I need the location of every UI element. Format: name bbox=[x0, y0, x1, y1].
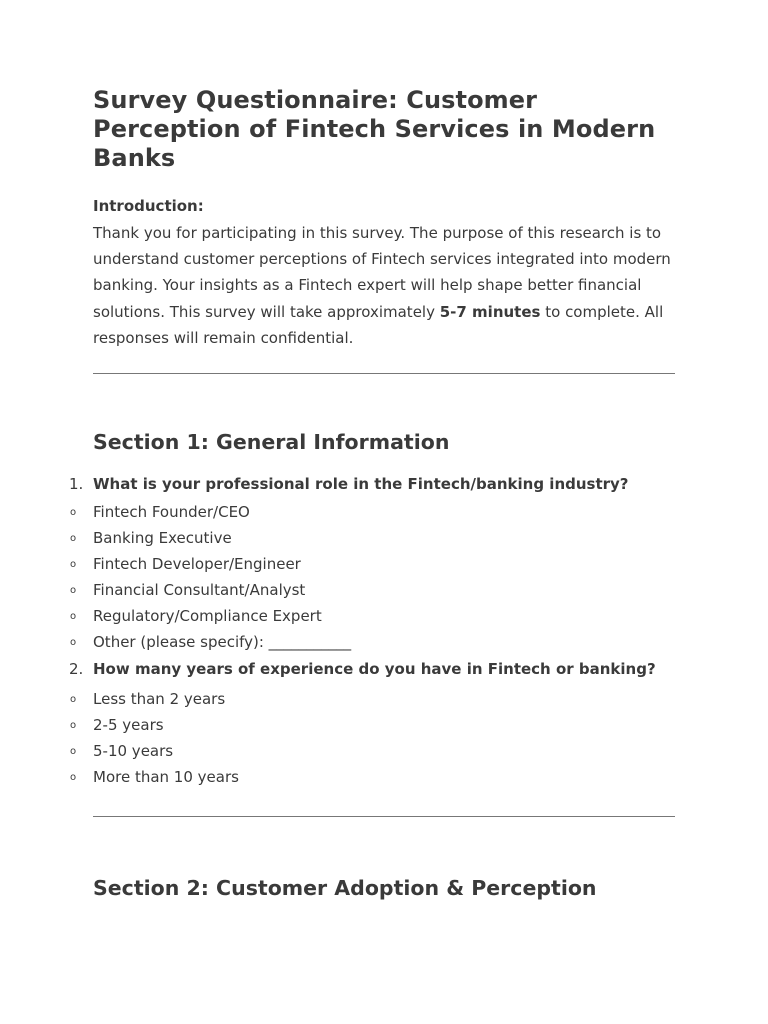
option-item[interactable] bbox=[70, 738, 675, 764]
question-1-options bbox=[70, 499, 675, 655]
option-label: Other (please specify): ___________ bbox=[93, 633, 352, 652]
option-item[interactable] bbox=[70, 577, 675, 603]
option-item[interactable] bbox=[70, 603, 675, 629]
intro-paragraph bbox=[93, 220, 675, 351]
bullet-icon: o bbox=[70, 533, 77, 545]
bullet-icon: o bbox=[70, 720, 77, 732]
intro-text-start: Thank you for participating in this survey. The purpose of this research is to understand customer perceptions of Fintech services integrated into modern banking. Your insights as a Fintech expert will help shape better financial solutions. This survey will take approximately bbox=[93, 224, 671, 321]
option-label: Fintech Developer/Engineer bbox=[93, 555, 301, 574]
section-2-title: Section 2: Customer Adoption & Perception bbox=[93, 876, 597, 901]
option-label: Financial Consultant/Analyst bbox=[93, 581, 306, 600]
section-divider bbox=[93, 816, 675, 817]
question-number: 2. bbox=[69, 660, 84, 679]
section-1-title: Section 1: General Information bbox=[93, 430, 450, 455]
bullet-icon: o bbox=[70, 585, 77, 597]
question-2-options bbox=[70, 686, 675, 790]
option-item[interactable] bbox=[70, 525, 675, 551]
bullet-icon: o bbox=[70, 611, 77, 623]
bullet-icon: o bbox=[70, 694, 77, 706]
question-1 bbox=[69, 472, 675, 496]
question-number: 1. bbox=[69, 475, 84, 494]
option-label: 2-5 years bbox=[93, 716, 164, 735]
intro-text-end: to complete. All responses will remain confidential. bbox=[93, 302, 664, 347]
option-label: Fintech Founder/CEO bbox=[93, 503, 250, 522]
bullet-icon: o bbox=[70, 559, 77, 571]
question-text: How many years of experience do you have in Fintech or banking? bbox=[93, 660, 656, 679]
option-label: Less than 2 years bbox=[93, 690, 226, 709]
option-item[interactable] bbox=[70, 499, 675, 525]
question-2 bbox=[69, 657, 675, 681]
question-text: What is your professional role in the Fintech/banking industry? bbox=[93, 475, 629, 494]
option-item[interactable] bbox=[70, 712, 675, 738]
intro-duration-emphasis: 5-7 minutes bbox=[439, 302, 541, 321]
document-page bbox=[69, 86, 675, 901]
option-label: More than 10 years bbox=[93, 768, 239, 787]
bullet-icon: o bbox=[70, 772, 77, 784]
intro-heading: Introduction: bbox=[93, 197, 204, 215]
document-title: Survey Questionnaire: Customer Perception of Fintech Services in Modern Banks bbox=[93, 86, 656, 172]
bullet-icon: o bbox=[70, 746, 77, 758]
bullet-icon: o bbox=[70, 507, 77, 519]
option-label: Regulatory/Compliance Expert bbox=[93, 607, 322, 626]
option-item[interactable] bbox=[70, 551, 675, 577]
option-item[interactable] bbox=[70, 629, 675, 655]
option-item[interactable] bbox=[70, 764, 675, 790]
section-divider bbox=[93, 373, 675, 374]
option-label: 5-10 years bbox=[93, 742, 174, 761]
bullet-icon: o bbox=[70, 637, 77, 649]
option-label: Banking Executive bbox=[93, 529, 232, 548]
option-item[interactable] bbox=[70, 686, 675, 712]
